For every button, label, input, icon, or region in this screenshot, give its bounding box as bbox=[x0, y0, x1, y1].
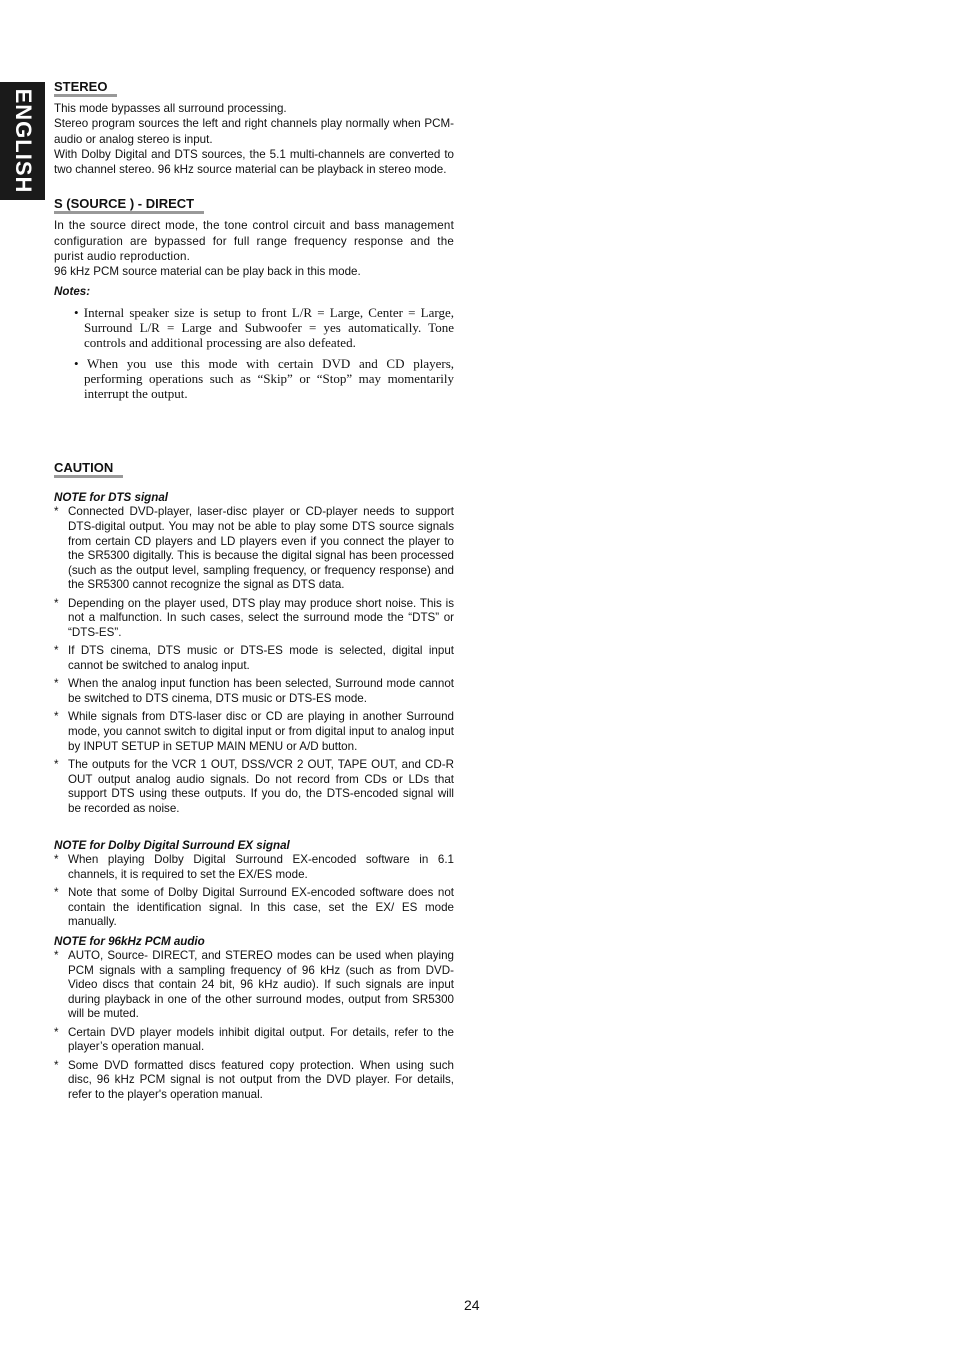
page-number: 24 bbox=[464, 1297, 480, 1313]
stereo-section bbox=[54, 78, 454, 177]
stereo-paragraph-2: Stereo program sources the left and right channels play normally when PCM-audio or analog stereo is input. bbox=[54, 117, 454, 146]
caution-section bbox=[54, 459, 454, 1102]
caution-heading: CAUTION bbox=[54, 460, 123, 478]
stereo-paragraph-3: With Dolby Digital and DTS sources, the 5.1 multi-channels are converted to two channel stereo. 96 kHz source material can be playback in stereo mode. bbox=[54, 147, 454, 177]
source-direct-section bbox=[54, 195, 454, 401]
main-column bbox=[54, 78, 454, 1106]
dolby-note-title: NOTE for Dolby Digital Surround EX signal bbox=[54, 839, 290, 853]
pcm-note-title: NOTE for 96kHz PCM audio bbox=[54, 935, 205, 949]
notes-list bbox=[74, 305, 454, 402]
list-item: * Certain DVD player models inhibit digital output. For details, refer to the player’s operation manual. bbox=[54, 1026, 454, 1055]
list-item: * The outputs for the VCR 1 OUT, DSS/VCR 2 OUT, TAPE OUT, and CD-R OUT output analog audio signals. Do not record from CDs or LDs that support DTS using these outputs. If you do, the DTS-encoded signal will be recorded as noise. bbox=[54, 758, 454, 816]
list-item: * Some DVD formatted discs featured copy protection. When using such disc, 96 kHz PCM signal is not output from the DVD player. For details, refer to the player's operation manual. bbox=[54, 1059, 454, 1103]
dts-note-title: NOTE for DTS signal bbox=[54, 491, 169, 505]
note-item: • When you use this mode with certain DVD and CD players, performing operations such as “Skip” or “Stop” may momentarily interrupt the output. bbox=[74, 355, 454, 402]
list-item: * When the analog input function has been selected, Surround mode cannot be switched to DTS cinema, DTS music or DTS-ES mode. bbox=[54, 677, 454, 706]
language-tab bbox=[0, 82, 45, 200]
source-direct-paragraph-1: In the source direct mode, the tone control circuit and bass management configuration are bypassed for full range frequency response and the purist audio reproduction. bbox=[54, 219, 454, 264]
list-item: * Connected DVD-player, laser-disc player or CD-player needs to support DTS-digital output. You may not be able to play some DTS source signals from certain CD players and LD players even if you connect the player to the SR5300 digitally. This is because the digital signal has been processed (such as the output level, sampling frequency, or frequency response) and the SR5300 cannot recognize the signal as DTS data. bbox=[54, 505, 454, 593]
list-item: * If DTS cinema, DTS music or DTS-ES mode is selected, digital input cannot be switched to analog input. bbox=[54, 644, 454, 673]
list-item: * When playing Dolby Digital Surround EX-encoded software in 6.1 channels, it is required to set the EX/ES mode. bbox=[54, 853, 454, 882]
stereo-heading: STEREO bbox=[54, 79, 117, 97]
list-item: * Depending on the player used, DTS play may produce short noise. This is not a malfunction. In such cases, select the surround mode the “DTS” or “DTS-ES”. bbox=[54, 597, 454, 641]
language-tab-label: ENGLISH bbox=[10, 88, 36, 194]
list-item: * Note that some of Dolby Digital Surround EX-encoded software does not contain the identification signal. In this case, set the EX/ ES mode manually. bbox=[54, 886, 454, 930]
dts-note-list bbox=[54, 505, 454, 816]
notes-label: Notes: bbox=[54, 284, 91, 298]
source-direct-heading: S (SOURCE ) - DIRECT bbox=[54, 196, 204, 214]
pcm-note-list bbox=[54, 949, 454, 1103]
dolby-note-list bbox=[54, 853, 454, 930]
stereo-paragraph-1: This mode bypasses all surround processing. bbox=[54, 102, 287, 115]
source-direct-paragraph-2: 96 kHz PCM source material can be play back in this mode. bbox=[54, 265, 361, 279]
note-item: • Internal speaker size is setup to front L/R = Large, Center = Large, Surround L/R = Large and Subwoofer = yes automatically. Tone controls and additional processing are also defeated. bbox=[74, 304, 454, 351]
list-item: * AUTO, Source- DIRECT, and STEREO modes can be used when playing PCM signals with a sampling frequency of 96 kHz (such as from DVD-Video discs that contain 24 bit, 96 kHz audio). If such signals are input during playback in one of the other surround modes, output from SR5300 will be muted. bbox=[54, 949, 454, 1022]
list-item: * While signals from DTS-laser disc or CD are playing in another Surround mode, you cannot switch to digital input or from digital input to analog input by INPUT SETUP in SETUP MAIN MENU or A/D button. bbox=[54, 710, 454, 754]
